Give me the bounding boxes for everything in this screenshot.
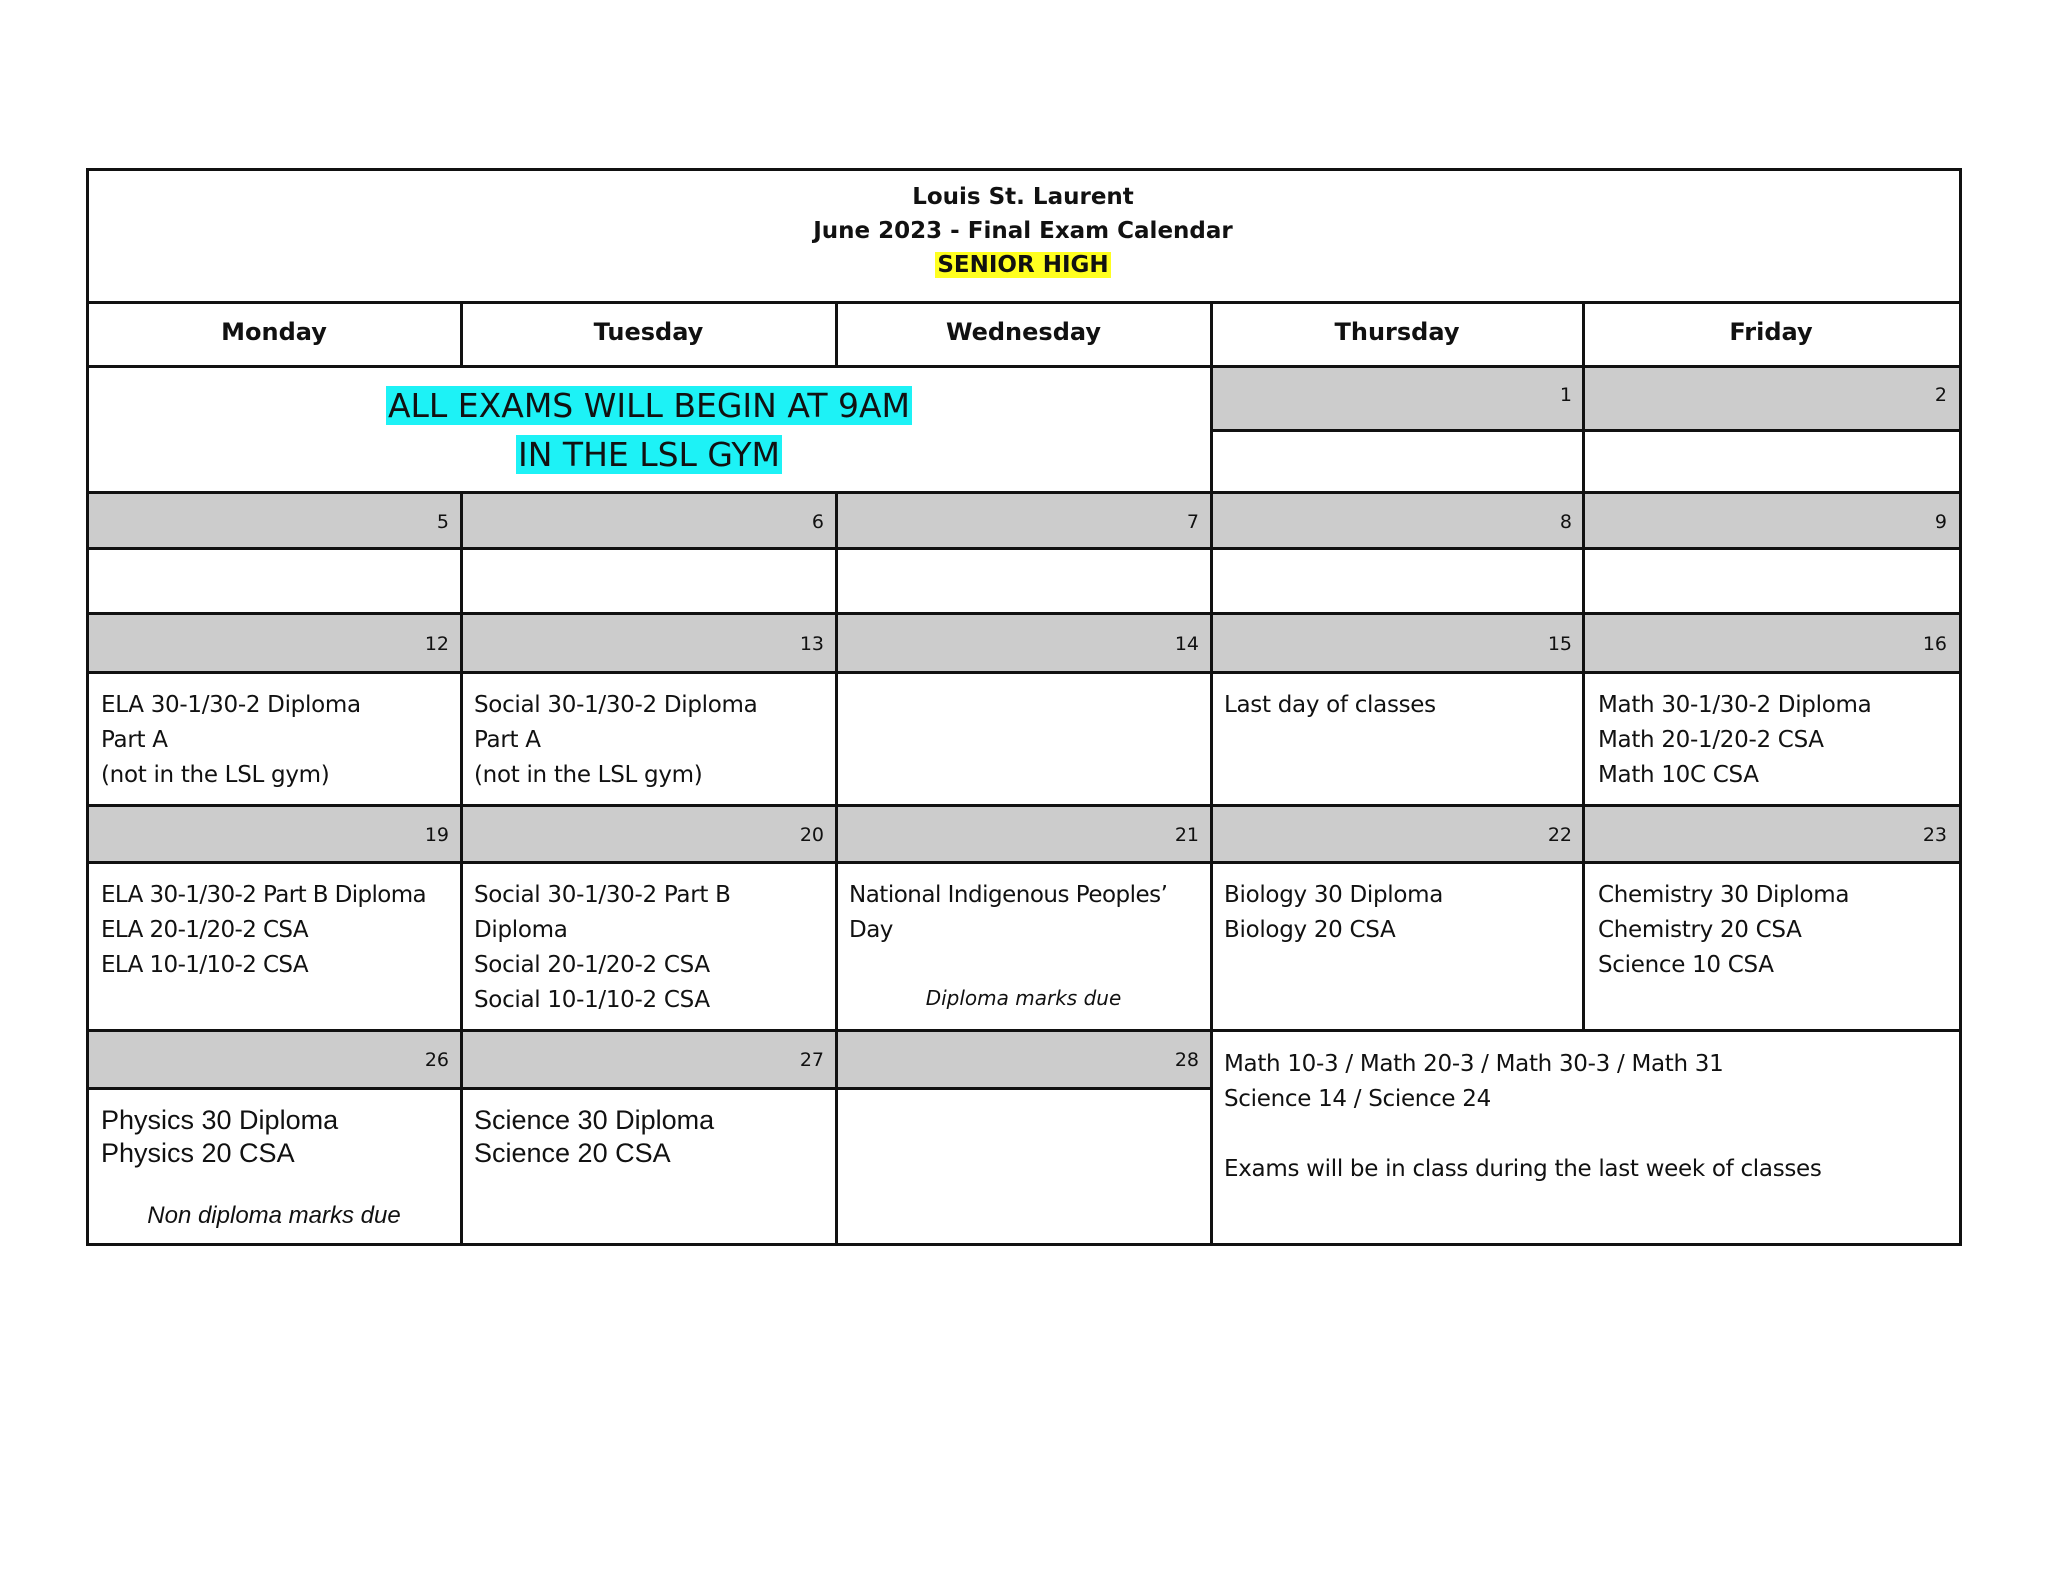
date-number: 15 <box>1547 633 1572 655</box>
exam-cell-jun-13: Social 30-1/30-2 Diploma Part A (not in the LSL gym) <box>474 692 758 788</box>
grid-line <box>86 671 1962 674</box>
grid-line <box>86 804 1962 807</box>
date-number: 27 <box>799 1049 824 1071</box>
date-number: 22 <box>1547 824 1572 846</box>
grid-line <box>86 491 1962 494</box>
day-header-thursday: Thursday <box>1334 318 1460 346</box>
exam-cell-jun-20: Social 30-1/30-2 Part B Diploma Social 20-1/20-2 CSA Social 10-1/10-2 CSA <box>474 882 731 1013</box>
in-class-exams-note: Math 10-3 / Math 20-3 / Math 30-3 / Math 31 Science 14 / Science 24 Exams will be in class during the last week of classes <box>1224 1051 1822 1182</box>
exam-cell-jun-27: Science 30 Diploma Science 20 CSA <box>474 1105 715 1168</box>
grid-line <box>86 861 1962 864</box>
exam-cell-jun-19: ELA 30-1/30-2 Part B Diploma ELA 20-1/20-2 CSA ELA 10-1/10-2 CSA <box>101 882 427 978</box>
banner-line-2: IN THE LSL GYM <box>518 435 780 474</box>
grid-line <box>460 491 463 1246</box>
day-header-monday: Monday <box>221 318 327 346</box>
grid-line <box>86 612 1962 615</box>
day-header-friday: Friday <box>1729 318 1813 346</box>
grid-line <box>86 1087 1213 1090</box>
date-number: 9 <box>1934 511 1947 533</box>
calendar-heading: June 2023 - Final Exam Calendar <box>813 218 1233 244</box>
exam-cell-jun-22: Biology 30 Diploma Biology 20 CSA <box>1224 882 1444 943</box>
date-number: 14 <box>1174 633 1199 655</box>
division-label: SENIOR HIGH <box>937 252 1109 278</box>
date-number: 12 <box>424 633 449 655</box>
date-number: 23 <box>1922 824 1947 846</box>
grid-line <box>86 168 1962 171</box>
school-name: Louis St. Laurent <box>912 184 1134 210</box>
grid-line <box>1959 168 1962 1246</box>
date-number: 26 <box>424 1049 449 1071</box>
date-number: 28 <box>1174 1049 1199 1071</box>
date-number: 16 <box>1922 633 1947 655</box>
exam-cell-jun-15: Last day of classes <box>1224 692 1436 718</box>
exam-cell-jun-12: ELA 30-1/30-2 Diploma Part A (not in the LSL gym) <box>101 692 361 788</box>
grid-line <box>86 301 1962 304</box>
date-number: 21 <box>1174 824 1199 846</box>
diploma-marks-due-note: Diploma marks due <box>925 986 1122 1010</box>
grid-line <box>86 547 1962 550</box>
grid-line <box>1210 301 1213 1246</box>
date-number: 6 <box>811 511 824 533</box>
grid-line <box>86 1029 1962 1032</box>
grid-line <box>1211 429 1962 432</box>
date-number: 19 <box>424 824 449 846</box>
exam-cell-jun-16: Math 30-1/30-2 Diploma Math 20-1/20-2 CSA Math 10C CSA <box>1598 692 1872 788</box>
exam-start-banner <box>87 381 1211 479</box>
grid-line <box>460 301 463 368</box>
grid-line <box>86 168 89 1246</box>
grid-line <box>86 1243 1962 1246</box>
date-number: 1 <box>1559 384 1572 406</box>
grid-line <box>86 365 1962 368</box>
non-diploma-marks-due-note: Non diploma marks due <box>147 1202 401 1229</box>
date-number: 8 <box>1559 511 1572 533</box>
date-number: 13 <box>799 633 824 655</box>
grid-line <box>1582 301 1585 1032</box>
exam-cell-jun-26: Physics 30 Diploma Physics 20 CSA <box>101 1105 339 1168</box>
grid-line <box>835 491 838 1246</box>
day-header-tuesday: Tuesday <box>593 318 704 346</box>
date-number: 5 <box>436 511 449 533</box>
exam-cell-jun-23: Chemistry 30 Diploma Chemistry 20 CSA Science 10 CSA <box>1598 882 1850 978</box>
calendar-title <box>87 180 1959 282</box>
date-number: 2 <box>1934 384 1947 406</box>
banner-line-1: ALL EXAMS WILL BEGIN AT 9AM <box>387 386 911 425</box>
date-number: 7 <box>1186 511 1199 533</box>
grid-line <box>835 301 838 368</box>
day-header-wednesday: Wednesday <box>945 318 1101 346</box>
date-number: 20 <box>799 824 824 846</box>
exam-cell-jun-21: National Indigenous Peoples’ Day <box>849 882 1168 943</box>
